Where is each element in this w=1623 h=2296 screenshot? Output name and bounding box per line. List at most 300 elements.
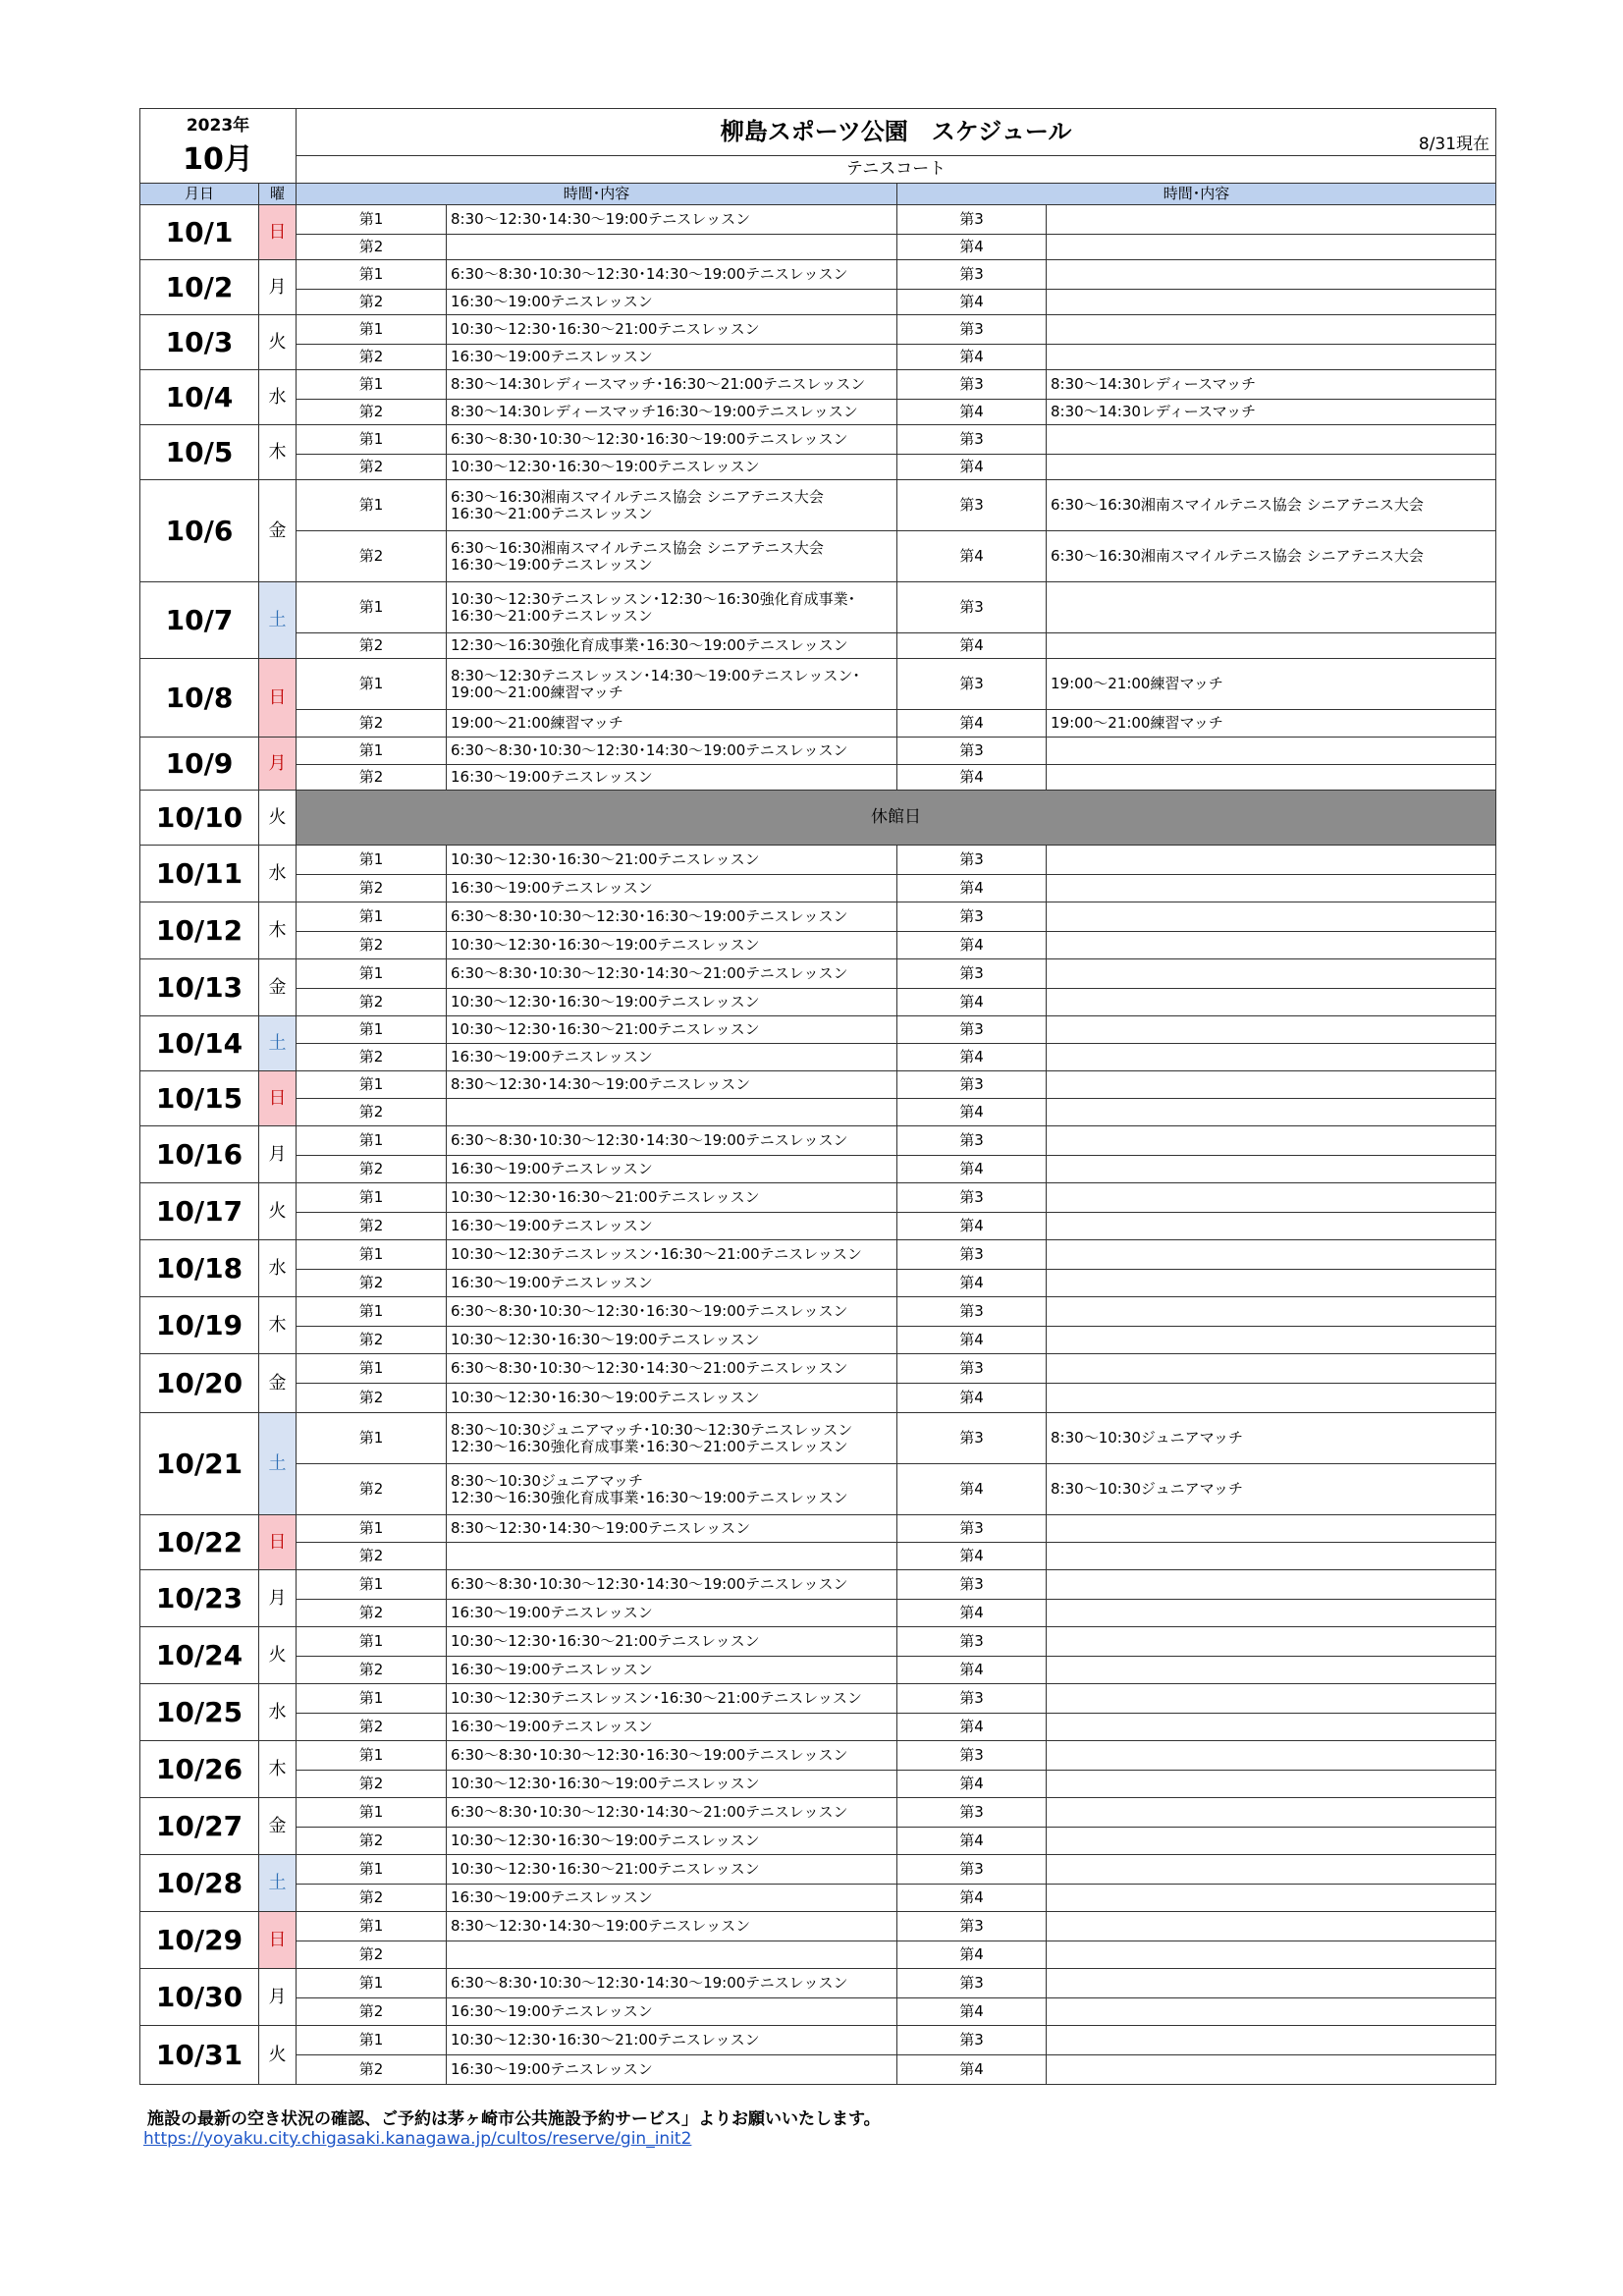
court-label: 第2 xyxy=(297,1543,447,1570)
court-schedule xyxy=(1047,1828,1496,1855)
court-schedule xyxy=(1047,1183,1496,1213)
court-schedule xyxy=(1047,1741,1496,1771)
court-schedule xyxy=(1047,738,1496,765)
day-date: 10/30 xyxy=(140,1969,259,2026)
day-date: 10/19 xyxy=(140,1297,259,1354)
court-row xyxy=(140,1798,1496,1828)
court-label: 第3 xyxy=(897,425,1047,455)
day-date: 10/20 xyxy=(140,1354,259,1413)
court-schedule: 6:30～16:30湘南スマイルテニス協会 シニアテニス大会 16:30～19:00テニスレッスン xyxy=(447,531,897,582)
court-row xyxy=(140,345,1496,370)
day-date: 10/14 xyxy=(140,1016,259,1071)
court-schedule: 16:30～19:00テニスレッスン xyxy=(447,345,897,370)
court-schedule: 6:30～8:30･10:30～12:30･14:30～21:00テニスレッスン xyxy=(447,959,897,989)
court-schedule xyxy=(1047,1714,1496,1741)
court-label: 第1 xyxy=(297,1183,447,1213)
court-label: 第4 xyxy=(897,290,1047,315)
court-schedule: 10:30～12:30テニスレッスン･12:30～16:30強化育成事業･ 16:30～21:00テニスレッスン xyxy=(447,582,897,633)
court-label: 第4 xyxy=(897,1885,1047,1912)
court-schedule xyxy=(1047,765,1496,791)
court-schedule: 12:30～16:30強化育成事業･16:30～19:00テニスレッスン xyxy=(447,633,897,659)
day-date: 10/2 xyxy=(140,260,259,315)
court-label: 第2 xyxy=(297,1998,447,2026)
day-date: 10/1 xyxy=(140,205,259,260)
court-schedule: 10:30～12:30･16:30～21:00テニスレッスン xyxy=(447,1627,897,1657)
court-row xyxy=(140,1126,1496,1156)
court-row xyxy=(140,1213,1496,1240)
court-schedule: 16:30～19:00テニスレッスン xyxy=(447,1213,897,1240)
court-label: 第4 xyxy=(897,1213,1047,1240)
court-label: 第4 xyxy=(897,765,1047,791)
court-row xyxy=(140,1657,1496,1684)
court-label: 第1 xyxy=(297,659,447,710)
court-schedule: 10:30～12:30･16:30～21:00テニスレッスン xyxy=(447,1016,897,1044)
court-schedule xyxy=(1047,1327,1496,1354)
court-schedule xyxy=(1047,1156,1496,1183)
court-row xyxy=(140,1464,1496,1515)
court-schedule xyxy=(447,1941,897,1969)
court-schedule xyxy=(1047,1684,1496,1714)
day-of-week: 金 xyxy=(259,1798,297,1855)
day-of-week: 水 xyxy=(259,1684,297,1741)
court-label: 第4 xyxy=(897,455,1047,480)
court-label: 第2 xyxy=(297,1044,447,1071)
court-schedule: 16:30～19:00テニスレッスン xyxy=(447,1270,897,1297)
court-schedule: 8:30～12:30テニスレッスン･14:30～19:00テニスレッスン･ 19:00～21:00練習マッチ xyxy=(447,659,897,710)
court-schedule xyxy=(1047,1044,1496,1071)
day-of-week: 木 xyxy=(259,425,297,480)
court-label: 第3 xyxy=(897,1798,1047,1828)
court-row xyxy=(140,659,1496,710)
day-of-week: 火 xyxy=(259,1183,297,1240)
day-date: 10/5 xyxy=(140,425,259,480)
footer-note: 施設の最新の空き状況の確認、ご予約は茅ヶ崎市公共施設予約サービス」よりお願いいたします。 xyxy=(147,2109,881,2129)
court-schedule xyxy=(1047,1627,1496,1657)
court-label: 第1 xyxy=(297,1798,447,1828)
court-schedule: 16:30～19:00テニスレッスン xyxy=(447,1156,897,1183)
court-schedule: 8:30～10:30ジュニアマッチ･10:30～12:30テニスレッスン 12:30～16:30強化育成事業･16:30～21:00テニスレッスン xyxy=(447,1413,897,1464)
day-of-week: 土 xyxy=(259,582,297,659)
court-schedule: 10:30～12:30･16:30～19:00テニスレッスン xyxy=(447,1384,897,1413)
court-label: 第2 xyxy=(297,1771,447,1798)
court-label: 第3 xyxy=(897,315,1047,345)
court-schedule: 6:30～8:30･10:30～12:30･14:30～19:00テニスレッスン xyxy=(447,738,897,765)
court-schedule: 10:30～12:30･16:30～21:00テニスレッスン xyxy=(447,1855,897,1885)
day-date: 10/28 xyxy=(140,1855,259,1912)
schedule-sheet xyxy=(139,108,1495,2085)
court-label: 第4 xyxy=(897,1543,1047,1570)
day-date: 10/17 xyxy=(140,1183,259,1240)
court-schedule: 6:30～16:30湘南スマイルテニス協会 シニアテニス大会 16:30～21:00テニスレッスン xyxy=(447,480,897,531)
court-label: 第3 xyxy=(897,260,1047,290)
court-row xyxy=(140,480,1496,531)
court-label: 第4 xyxy=(897,1771,1047,1798)
court-schedule: 8:30～10:30ジュニアマッチ xyxy=(1047,1464,1496,1515)
page-title-text: 柳島スポーツ公園 スケジュール xyxy=(720,118,1072,145)
court-label: 第2 xyxy=(297,710,447,738)
court-row xyxy=(140,1327,1496,1354)
court-schedule: 8:30～12:30･14:30～19:00テニスレッスン xyxy=(447,205,897,235)
court-schedule xyxy=(1047,315,1496,345)
court-row xyxy=(140,1855,1496,1885)
court-schedule: 6:30～8:30･10:30～12:30･14:30～19:00テニスレッスン xyxy=(447,1126,897,1156)
court-row xyxy=(140,1071,1496,1099)
court-schedule: 6:30～8:30･10:30～12:30･14:30～19:00テニスレッスン xyxy=(447,260,897,290)
facility-subtitle: テニスコート xyxy=(297,156,1496,184)
court-label: 第3 xyxy=(897,1183,1047,1213)
court-label: 第3 xyxy=(897,1627,1047,1657)
court-schedule: 6:30～8:30･10:30～12:30･16:30～19:00テニスレッスン xyxy=(447,1297,897,1327)
court-row xyxy=(140,902,1496,932)
court-schedule xyxy=(1047,1213,1496,1240)
court-label: 第3 xyxy=(897,959,1047,989)
court-label: 第2 xyxy=(297,1464,447,1515)
court-schedule xyxy=(447,1099,897,1126)
court-label: 第3 xyxy=(897,370,1047,400)
col-header-content-left: 時間･内容 xyxy=(297,184,897,205)
court-schedule xyxy=(1047,989,1496,1016)
day-of-week: 木 xyxy=(259,1741,297,1798)
court-schedule xyxy=(1047,846,1496,875)
court-schedule: 10:30～12:30･16:30～19:00テニスレッスン xyxy=(447,1771,897,1798)
court-label: 第4 xyxy=(897,633,1047,659)
court-label: 第3 xyxy=(897,582,1047,633)
court-schedule: 6:30～8:30･10:30～12:30･16:30～19:00テニスレッスン xyxy=(447,1741,897,1771)
court-label: 第2 xyxy=(297,400,447,425)
court-schedule: 16:30～19:00テニスレッスン xyxy=(447,1714,897,1741)
court-row xyxy=(140,1741,1496,1771)
day-date: 10/7 xyxy=(140,582,259,659)
court-schedule xyxy=(1047,1969,1496,1998)
court-row xyxy=(140,1183,1496,1213)
court-schedule: 16:30～19:00テニスレッスン xyxy=(447,765,897,791)
court-schedule xyxy=(1047,959,1496,989)
month-label: 10月 xyxy=(140,138,297,184)
court-row xyxy=(140,1600,1496,1627)
court-label: 第1 xyxy=(297,1126,447,1156)
court-row xyxy=(140,1240,1496,1270)
court-label: 第1 xyxy=(297,1515,447,1543)
court-label: 第3 xyxy=(897,1515,1047,1543)
col-header-content-right: 時間･内容 xyxy=(897,184,1496,205)
court-label: 第3 xyxy=(897,846,1047,875)
court-label: 第2 xyxy=(297,1270,447,1297)
court-label: 第3 xyxy=(897,1855,1047,1885)
court-schedule: 8:30～14:30レディースマッチ xyxy=(1047,400,1496,425)
court-label: 第2 xyxy=(297,235,447,260)
court-schedule: 19:00～21:00練習マッチ xyxy=(1047,659,1496,710)
day-date: 10/12 xyxy=(140,902,259,959)
court-schedule xyxy=(1047,1270,1496,1297)
court-label: 第1 xyxy=(297,480,447,531)
court-schedule: 10:30～12:30･16:30～21:00テニスレッスン xyxy=(447,1183,897,1213)
court-label: 第1 xyxy=(297,1413,447,1464)
court-row xyxy=(140,710,1496,738)
court-row xyxy=(140,1515,1496,1543)
court-label: 第4 xyxy=(897,1464,1047,1515)
court-row xyxy=(140,1270,1496,1297)
court-schedule xyxy=(1047,1885,1496,1912)
court-row xyxy=(140,1413,1496,1464)
court-schedule: 8:30～14:30レディースマッチ･16:30～21:00テニスレッスン xyxy=(447,370,897,400)
day-of-week: 土 xyxy=(259,1016,297,1071)
day-of-week: 水 xyxy=(259,846,297,902)
court-schedule: 6:30～8:30･10:30～12:30･14:30～19:00テニスレッスン xyxy=(447,1969,897,1998)
court-schedule: 16:30～19:00テニスレッスン xyxy=(447,1998,897,2026)
court-label: 第2 xyxy=(297,345,447,370)
court-label: 第2 xyxy=(297,1885,447,1912)
court-row xyxy=(140,1885,1496,1912)
court-label: 第4 xyxy=(897,345,1047,370)
court-label: 第2 xyxy=(297,455,447,480)
court-label: 第3 xyxy=(897,1016,1047,1044)
court-row xyxy=(140,1941,1496,1969)
court-row xyxy=(140,846,1496,875)
court-schedule xyxy=(1047,633,1496,659)
court-label: 第4 xyxy=(897,875,1047,902)
day-date: 10/3 xyxy=(140,315,259,370)
court-label: 第4 xyxy=(897,531,1047,582)
court-label: 第3 xyxy=(897,205,1047,235)
court-row xyxy=(140,1969,1496,1998)
court-row xyxy=(140,425,1496,455)
court-schedule xyxy=(1047,205,1496,235)
court-row xyxy=(140,875,1496,902)
court-schedule: 8:30～12:30･14:30～19:00テニスレッスン xyxy=(447,1912,897,1941)
col-header-dow: 曜 xyxy=(259,184,297,205)
day-date: 10/13 xyxy=(140,959,259,1016)
court-row xyxy=(140,205,1496,235)
court-label: 第2 xyxy=(297,1327,447,1354)
court-schedule xyxy=(1047,1855,1496,1885)
court-schedule: 6:30～16:30湘南スマイルテニス協会 シニアテニス大会 xyxy=(1047,480,1496,531)
court-label: 第3 xyxy=(897,1413,1047,1464)
court-label: 第1 xyxy=(297,1627,447,1657)
court-schedule xyxy=(1047,1297,1496,1327)
day-date: 10/9 xyxy=(140,738,259,791)
court-schedule xyxy=(1047,1240,1496,1270)
as-of-date: 8/31現在 xyxy=(1418,135,1490,154)
court-schedule xyxy=(1047,2026,1496,2055)
court-label: 第2 xyxy=(297,531,447,582)
day-of-week: 月 xyxy=(259,260,297,315)
day-of-week: 金 xyxy=(259,1354,297,1413)
court-schedule xyxy=(1047,1384,1496,1413)
court-row xyxy=(140,1016,1496,1044)
court-schedule xyxy=(1047,290,1496,315)
day-date: 10/4 xyxy=(140,370,259,425)
court-schedule xyxy=(1047,455,1496,480)
court-row xyxy=(140,765,1496,791)
court-label: 第4 xyxy=(897,1099,1047,1126)
court-label: 第1 xyxy=(297,425,447,455)
court-label: 第1 xyxy=(297,2026,447,2055)
court-row xyxy=(140,455,1496,480)
day-date: 10/26 xyxy=(140,1741,259,1798)
court-label: 第3 xyxy=(897,1969,1047,1998)
court-schedule xyxy=(1047,1657,1496,1684)
day-date: 10/25 xyxy=(140,1684,259,1741)
court-schedule xyxy=(1047,1099,1496,1126)
day-of-week: 土 xyxy=(259,1413,297,1515)
court-row xyxy=(140,2026,1496,2055)
court-label: 第1 xyxy=(297,1240,447,1270)
court-row xyxy=(140,290,1496,315)
reservation-link[interactable]: https://yoyaku.city.chigasaki.kanagawa.jp/cultos/reserve/gin_init2 xyxy=(143,2129,692,2149)
court-label: 第1 xyxy=(297,315,447,345)
court-label: 第2 xyxy=(297,1828,447,1855)
court-label: 第2 xyxy=(297,1941,447,1969)
day-date: 10/10 xyxy=(140,791,259,846)
court-label: 第3 xyxy=(897,738,1047,765)
court-label: 第2 xyxy=(297,290,447,315)
day-of-week: 火 xyxy=(259,2026,297,2085)
court-schedule: 8:30～12:30･14:30～19:00テニスレッスン xyxy=(447,1071,897,1099)
court-schedule: 8:30～10:30ジュニアマッチ xyxy=(1047,1413,1496,1464)
court-label: 第2 xyxy=(297,1714,447,1741)
court-label: 第1 xyxy=(297,738,447,765)
court-label: 第4 xyxy=(897,400,1047,425)
court-schedule xyxy=(1047,902,1496,932)
day-of-week: 木 xyxy=(259,1297,297,1354)
day-date: 10/15 xyxy=(140,1071,259,1126)
day-date: 10/21 xyxy=(140,1413,259,1515)
court-label: 第2 xyxy=(297,1099,447,1126)
court-label: 第1 xyxy=(297,1570,447,1600)
court-label: 第3 xyxy=(897,659,1047,710)
court-label: 第4 xyxy=(897,1828,1047,1855)
court-schedule: 16:30～19:00テニスレッスン xyxy=(447,1600,897,1627)
court-schedule xyxy=(1047,1912,1496,1941)
court-schedule xyxy=(1047,1998,1496,2026)
day-of-week: 土 xyxy=(259,1855,297,1912)
court-row xyxy=(140,315,1496,345)
court-label: 第2 xyxy=(297,1156,447,1183)
court-schedule: 8:30～14:30レディースマッチ xyxy=(1047,370,1496,400)
court-schedule xyxy=(1047,260,1496,290)
court-schedule: 10:30～12:30･16:30～19:00テニスレッスン xyxy=(447,1327,897,1354)
court-schedule xyxy=(1047,1354,1496,1384)
court-label: 第3 xyxy=(897,1912,1047,1941)
day-date: 10/22 xyxy=(140,1515,259,1570)
court-schedule: 6:30～8:30･10:30～12:30･14:30～21:00テニスレッスン xyxy=(447,1798,897,1828)
court-schedule: 10:30～12:30テニスレッスン･16:30～21:00テニスレッスン xyxy=(447,1684,897,1714)
court-schedule: 6:30～8:30･10:30～12:30･14:30～19:00テニスレッスン xyxy=(447,1570,897,1600)
court-row xyxy=(140,1384,1496,1413)
court-row xyxy=(140,1570,1496,1600)
court-row xyxy=(140,370,1496,400)
court-schedule: 8:30～10:30ジュニアマッチ 12:30～16:30強化育成事業･16:30～19:00テニスレッスン xyxy=(447,1464,897,1515)
court-schedule: 10:30～12:30･16:30～19:00テニスレッスン xyxy=(447,932,897,959)
day-of-week: 月 xyxy=(259,1126,297,1183)
court-label: 第1 xyxy=(297,1016,447,1044)
day-of-week: 火 xyxy=(259,315,297,370)
court-schedule: 6:30～8:30･10:30～12:30･16:30～19:00テニスレッスン xyxy=(447,902,897,932)
court-label: 第3 xyxy=(897,1071,1047,1099)
court-row xyxy=(140,1828,1496,1855)
court-schedule xyxy=(1047,1071,1496,1099)
court-row xyxy=(140,1354,1496,1384)
col-header-date: 月日 xyxy=(140,184,259,205)
court-schedule: 19:00～21:00練習マッチ xyxy=(447,710,897,738)
day-date: 10/16 xyxy=(140,1126,259,1183)
court-label: 第3 xyxy=(897,480,1047,531)
court-label: 第3 xyxy=(897,1297,1047,1327)
court-label: 第4 xyxy=(897,1327,1047,1354)
day-date: 10/29 xyxy=(140,1912,259,1969)
court-label: 第4 xyxy=(897,989,1047,1016)
court-label: 第1 xyxy=(297,260,447,290)
court-row xyxy=(140,1912,1496,1941)
court-label: 第4 xyxy=(897,235,1047,260)
court-label: 第4 xyxy=(897,1600,1047,1627)
court-row xyxy=(140,582,1496,633)
court-schedule: 16:30～19:00テニスレッスン xyxy=(447,875,897,902)
court-label: 第2 xyxy=(297,2055,447,2085)
court-label: 第1 xyxy=(297,1855,447,1885)
day-date: 10/31 xyxy=(140,2026,259,2085)
court-schedule: 10:30～12:30･16:30～19:00テニスレッスン xyxy=(447,1828,897,1855)
day-of-week: 日 xyxy=(259,205,297,260)
court-row xyxy=(140,738,1496,765)
court-schedule: 6:30～8:30･10:30～12:30･14:30～21:00テニスレッスン xyxy=(447,1354,897,1384)
court-schedule: 16:30～19:00テニスレッスン xyxy=(447,290,897,315)
court-schedule xyxy=(1047,2055,1496,2085)
court-schedule: 6:30～16:30湘南スマイルテニス協会 シニアテニス大会 xyxy=(1047,531,1496,582)
court-row xyxy=(140,235,1496,260)
court-label: 第2 xyxy=(297,932,447,959)
court-label: 第3 xyxy=(897,1684,1047,1714)
court-label: 第1 xyxy=(297,370,447,400)
day-of-week: 月 xyxy=(259,1969,297,2026)
court-label: 第4 xyxy=(897,1270,1047,1297)
court-label: 第1 xyxy=(297,959,447,989)
court-schedule: 8:30～14:30レディースマッチ16:30～19:00テニスレッスン xyxy=(447,400,897,425)
court-row xyxy=(140,633,1496,659)
court-row xyxy=(140,1998,1496,2026)
court-label: 第3 xyxy=(897,1354,1047,1384)
court-label: 第1 xyxy=(297,1684,447,1714)
court-label: 第4 xyxy=(897,932,1047,959)
court-schedule: 10:30～12:30･16:30～19:00テニスレッスン xyxy=(447,455,897,480)
court-label: 第4 xyxy=(897,1156,1047,1183)
court-schedule xyxy=(1047,1543,1496,1570)
court-schedule xyxy=(1047,1016,1496,1044)
court-label: 第1 xyxy=(297,1912,447,1941)
day-of-week: 金 xyxy=(259,480,297,582)
court-label: 第3 xyxy=(897,2026,1047,2055)
court-label: 第4 xyxy=(897,1941,1047,1969)
court-schedule xyxy=(1047,1570,1496,1600)
day-of-week: 月 xyxy=(259,1570,297,1627)
court-label: 第2 xyxy=(297,633,447,659)
court-row xyxy=(140,1297,1496,1327)
court-schedule xyxy=(1047,932,1496,959)
day-of-week: 日 xyxy=(259,1071,297,1126)
day-of-week: 日 xyxy=(259,1912,297,1969)
court-label: 第3 xyxy=(897,902,1047,932)
court-schedule xyxy=(447,235,897,260)
court-row xyxy=(140,1099,1496,1126)
court-label: 第2 xyxy=(297,875,447,902)
court-label: 第4 xyxy=(897,2055,1047,2085)
court-label: 第3 xyxy=(897,1741,1047,1771)
court-row xyxy=(140,1714,1496,1741)
day-of-week: 日 xyxy=(259,1515,297,1570)
day-of-week: 月 xyxy=(259,738,297,791)
court-row xyxy=(140,2055,1496,2085)
court-label: 第3 xyxy=(897,1570,1047,1600)
